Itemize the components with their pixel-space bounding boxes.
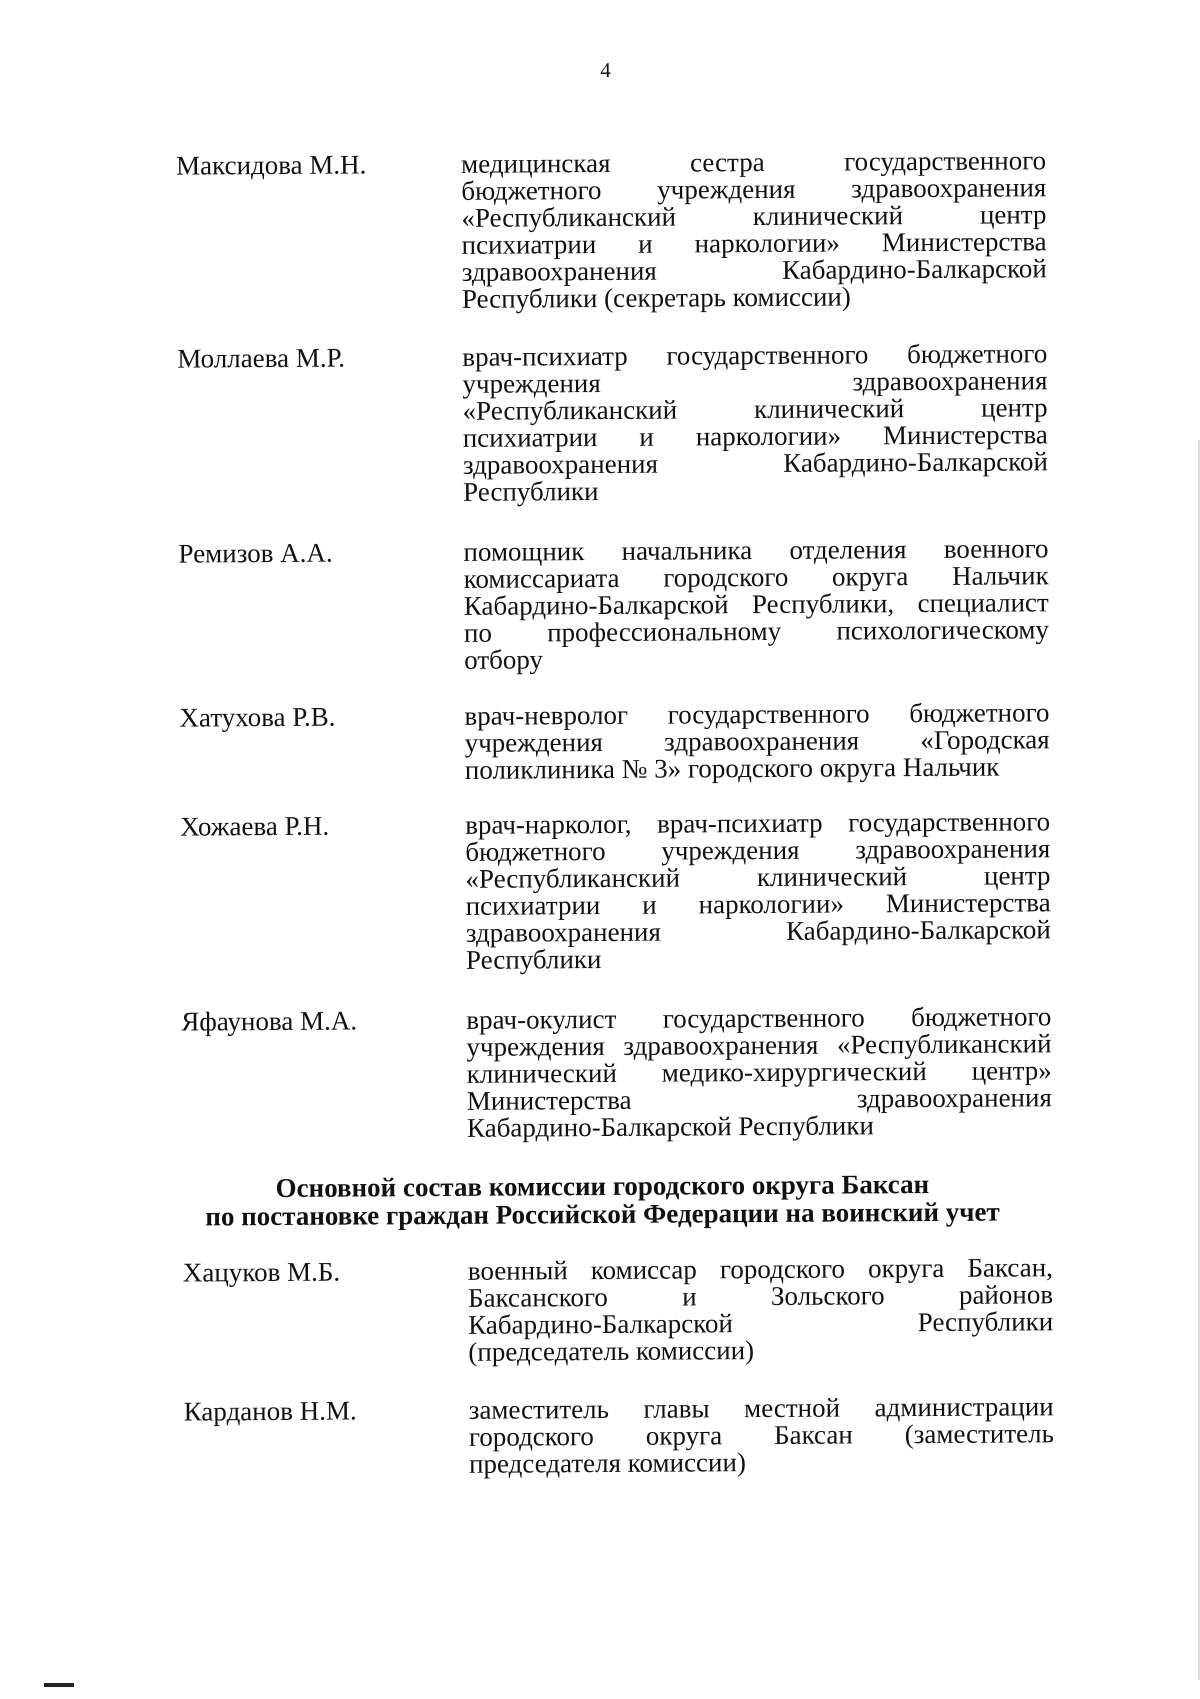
description-line: председателя комиссии) <box>468 1447 746 1479</box>
description-line: Кабардино-Балкарской Республики <box>466 1110 874 1143</box>
description-line: учреждения здравоохранения «Городская <box>464 724 1050 758</box>
member-name: Яфаунова М.А. <box>181 1005 358 1037</box>
description-line: комиссариата городского округа Нальчик <box>463 560 1049 594</box>
description-line: военный комиссар городского округа Баксан, <box>467 1252 1053 1286</box>
member-name: Хацуков М.Б. <box>182 1256 341 1288</box>
member-entry-maksidova <box>0 145 1196 314</box>
description-line: Баксанского и Зольского районов <box>467 1279 1054 1313</box>
member-entry-khatukhova <box>0 697 1199 785</box>
description-line: «Республиканский клинический центр <box>461 199 1047 233</box>
member-entry-kardanov <box>4 1391 1200 1479</box>
description-line: поликлиника № 3» городского округа Нальчик <box>464 751 1000 785</box>
description-line: врач-психиатр государственного бюджетного <box>462 338 1048 372</box>
description-line: Республики <box>463 476 599 507</box>
description-line: здравоохранения Кабардино-Балкарской <box>465 914 1051 948</box>
scan-edge-mark <box>44 1683 74 1687</box>
section-heading-line: по постановке граждан Российской Федерации на воинский учет <box>205 1196 1000 1232</box>
member-description <box>461 147 1047 313</box>
description-line: медицинская сестра государственного <box>461 145 1047 179</box>
member-name: Моллаева М.Р. <box>177 342 346 374</box>
description-line: бюджетного учреждения здравоохранения <box>465 833 1051 867</box>
description-line: помощник начальника отделения военного <box>463 533 1049 567</box>
description-line: клинический медико-хирургический центр» <box>466 1055 1052 1089</box>
description-line: психиатрии и наркологии» Министерства <box>462 419 1048 453</box>
description-line: «Республиканский клинический центр <box>462 392 1048 426</box>
description-line: врач-нарколог, врач-психиатр государственного <box>465 806 1051 840</box>
member-description <box>462 340 1048 506</box>
description-line: Республики <box>465 943 602 975</box>
description-line: по профессиональному психологическому <box>463 614 1050 648</box>
description-line: психиатрии и наркологии» Министерства <box>465 887 1051 921</box>
member-entry-yafaunova <box>1 1001 1200 1143</box>
description-line: Кабардино-Балкарской Республики <box>468 1306 1054 1340</box>
description-line: учреждения здравоохранения <box>462 365 1048 399</box>
description-line: Республики (секретарь комиссии) <box>461 281 851 314</box>
member-description <box>463 535 1049 674</box>
member-description <box>464 699 1049 784</box>
member-entry-khatsukov <box>3 1252 1200 1367</box>
description-line: отбору <box>464 644 544 675</box>
section-heading <box>2 1168 1200 1231</box>
description-line: врач-окулист государственного бюджетного <box>466 1001 1052 1035</box>
member-entry-khozhaeva <box>0 806 1200 975</box>
description-line: городского округа Баксан (заместитель <box>468 1418 1054 1452</box>
description-line: Кабардино-Балкарской Республики, специалист <box>463 587 1049 621</box>
description-line: врач-невролог государственного бюджетного <box>464 697 1050 731</box>
description-line: заместитель главы местной администрации <box>468 1391 1054 1425</box>
member-entry-mollaeva <box>0 338 1197 507</box>
member-description <box>465 808 1051 974</box>
member-description <box>469 1393 1054 1478</box>
member-description <box>466 1003 1052 1142</box>
member-name: Хожаева Р.Н. <box>180 810 330 842</box>
description-line: бюджетного учреждения здравоохранения <box>461 172 1047 206</box>
description-line: психиатрии и наркологии» Министерства <box>461 226 1047 260</box>
member-entry-remizov <box>0 533 1198 675</box>
member-description <box>468 1254 1054 1366</box>
description-line: «Республиканский клинический центр <box>465 860 1051 894</box>
member-name: Хатухова Р.В. <box>179 701 336 733</box>
description-line: учреждения здравоохранения «Республиканский <box>466 1028 1052 1062</box>
member-name: Ремизов А.А. <box>178 537 333 569</box>
member-name: Максидова М.Н. <box>176 149 367 181</box>
description-line: (председатель комиссии) <box>468 1335 755 1367</box>
description-line: Министерства здравоохранения <box>466 1082 1052 1116</box>
description-line: здравоохранения Кабардино-Балкарской <box>461 253 1047 287</box>
page-number: 4 <box>600 57 611 82</box>
description-line: здравоохранения Кабардино-Балкарской <box>462 446 1049 480</box>
member-name: Карданов Н.М. <box>183 1395 357 1427</box>
section-heading-line: Основной состав комиссии городского округа Баксан <box>275 1168 930 1203</box>
